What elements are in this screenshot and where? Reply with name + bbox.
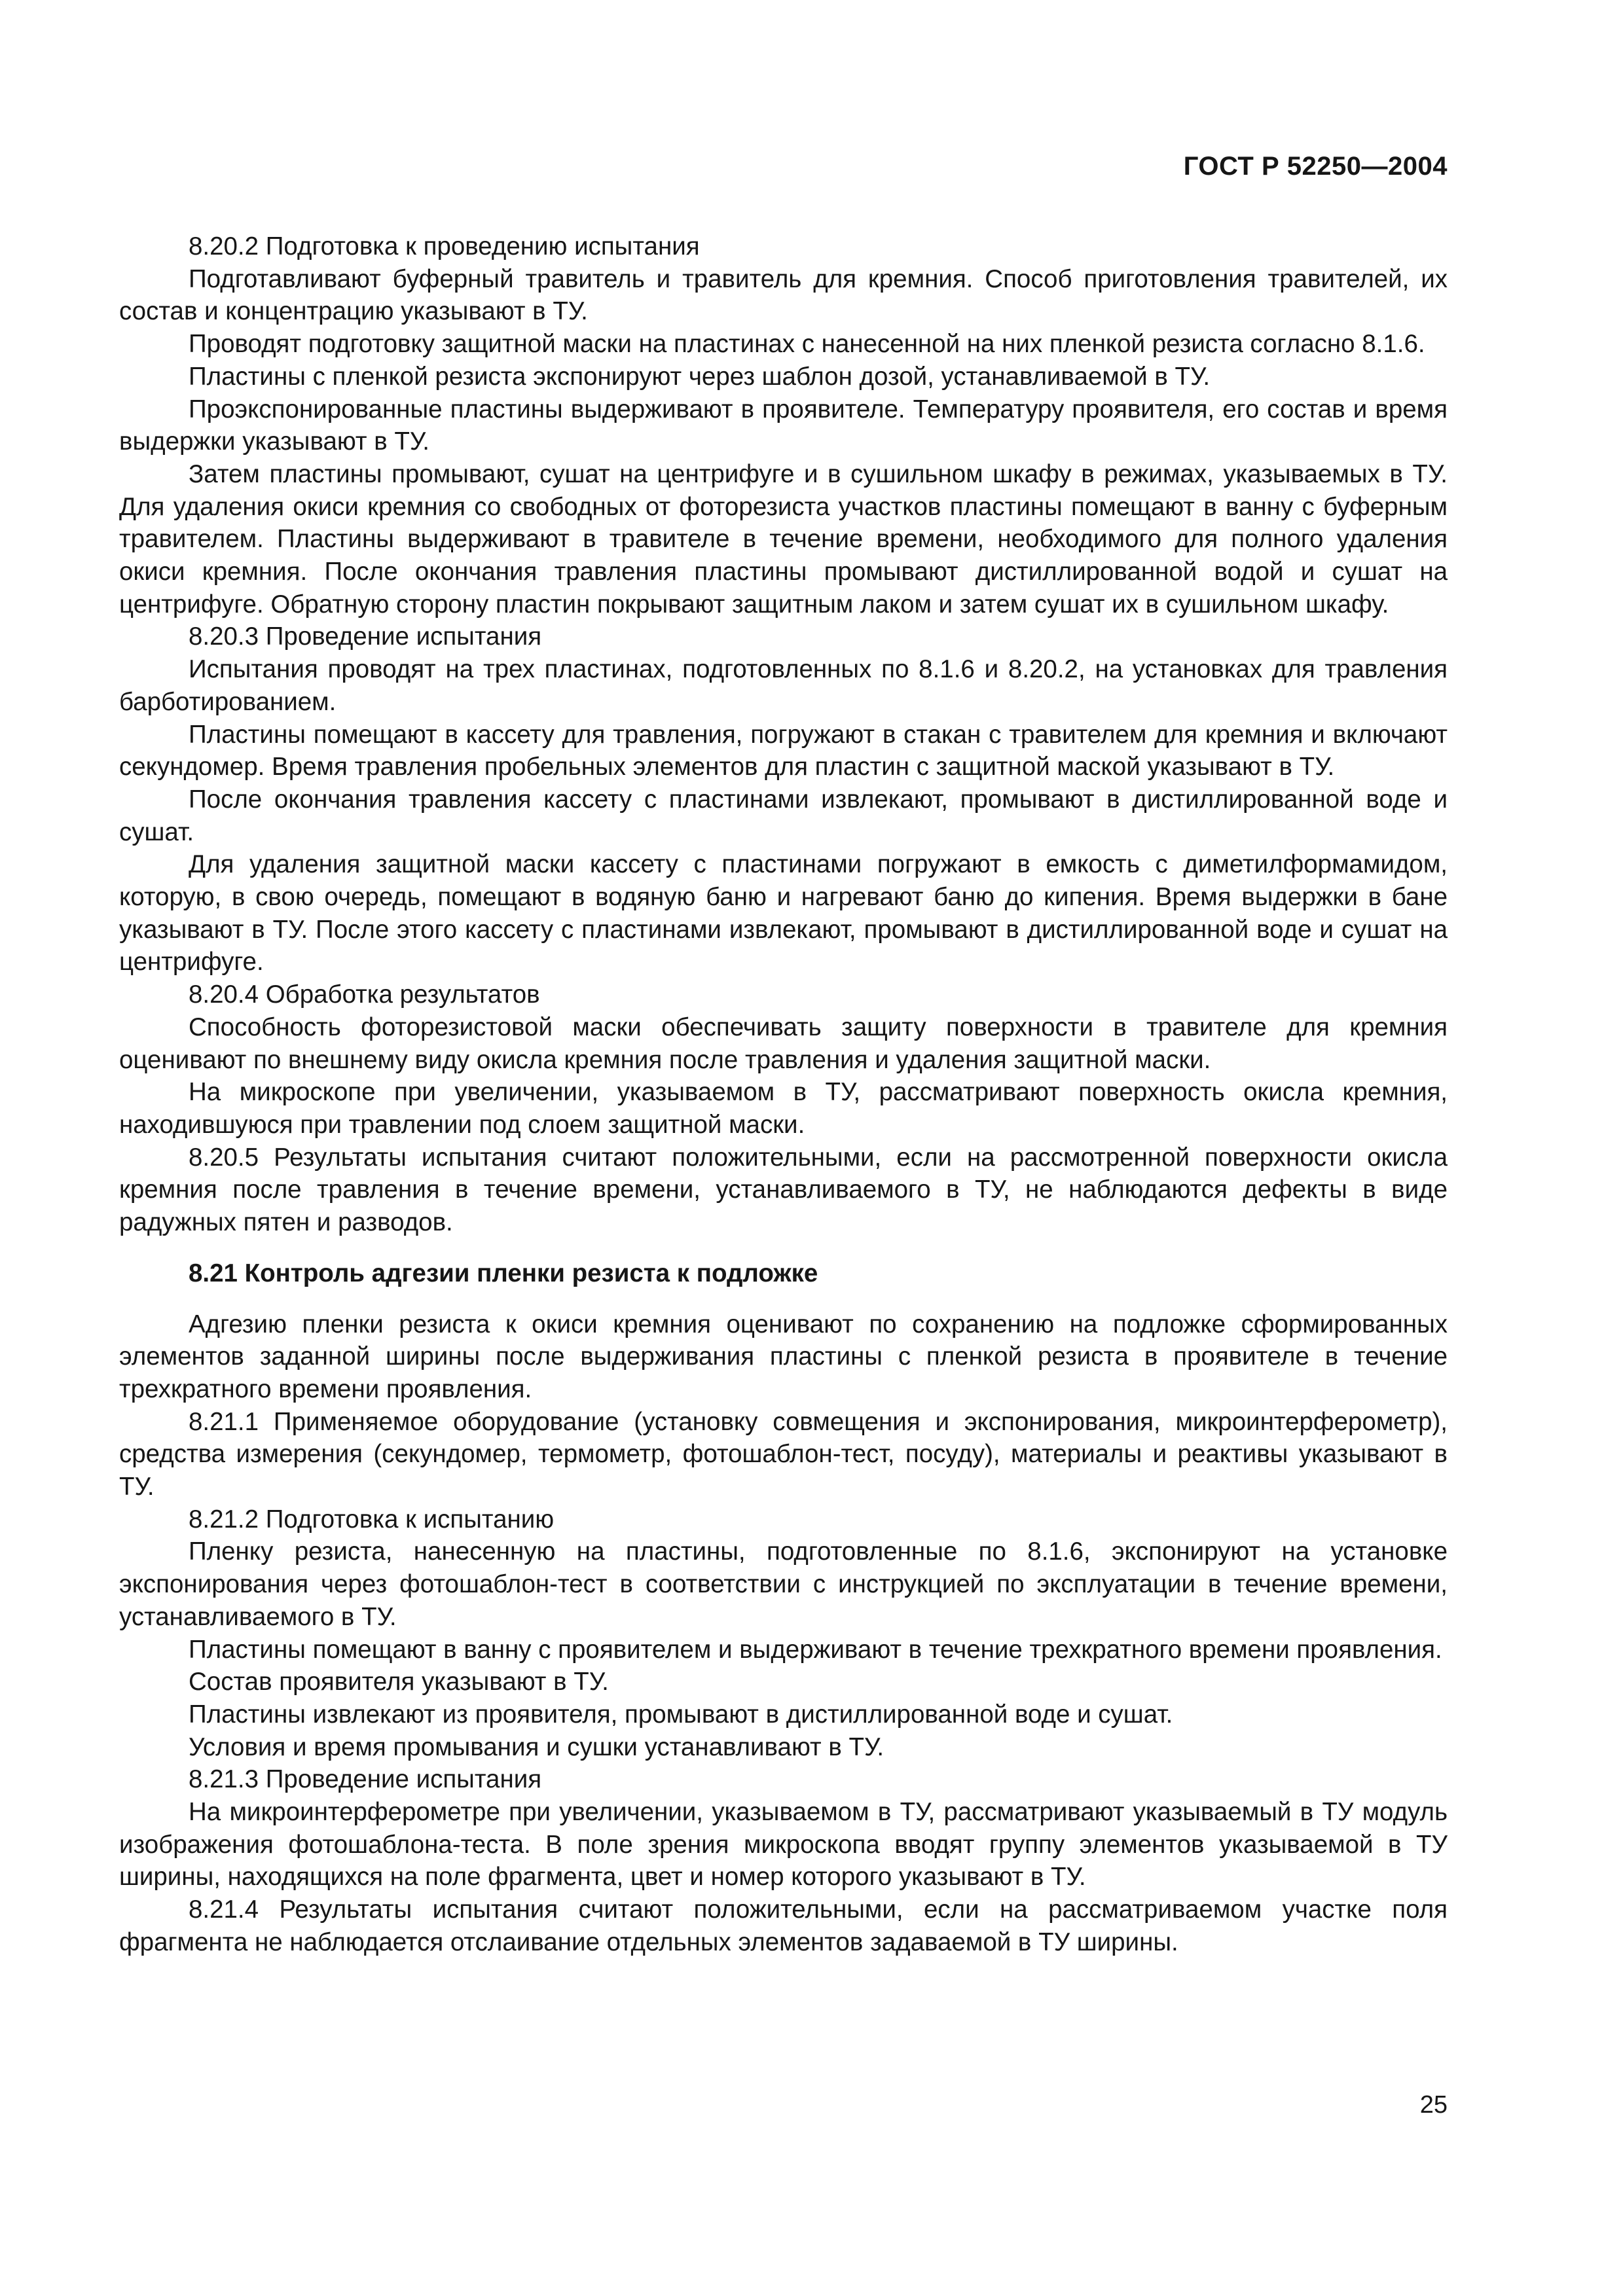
paragraph: Способность фоторезистовой маски обеспечивать защиту поверхности в травителе для кремния оценивают по внешнему виду окисла кремния после травления и удаления защитной маски. [119, 1013, 1448, 1074]
paragraph: 8.21.4 Результаты испытания считают положительными, если на рассматриваемом участке поля фрагмента не наблюдается отслаивание отдельных элементов задаваемой в ТУ ширины. [119, 1895, 1448, 1956]
paragraph: Проводят подготовку защитной маски на пластинах с нанесенной на них пленкой резиста согласно 8.1.6. [189, 330, 1425, 359]
paragraph: Пластины помещают в ванну с проявителем и выдерживают в течение трехкратного времени проявления. [189, 1635, 1442, 1664]
paragraph: 8.20.2 Подготовка к проведению испытания [189, 232, 700, 260]
paragraph: 8.21.1 Применяемое оборудование (установку совмещения и экспонирования, микроинтерферометр), средства измерения (секундомер, термометр, фотошаблон-тест, посуду), материалы и реактивы указывают в ТУ. [119, 1407, 1448, 1501]
paragraph: Проэкспонированные пластины выдерживают в проявителе. Температуру проявителя, его состав и время выдержки указывают в ТУ. [119, 395, 1448, 456]
paragraph: Испытания проводят на трех пластинах, подготовленных по 8.1.6 и 8.20.2, на установках для травления барботированием. [119, 655, 1448, 716]
paragraph: Состав проявителя указывают в ТУ. [189, 1668, 609, 1696]
paragraph: Адгезию пленки резиста к окиси кремния оценивают по сохранению на подложке сформированных элементов заданной ширины после выдерживания пластины с пленкой резиста в проявителе в течение трехкратного времени проявления. [119, 1310, 1448, 1403]
section-heading: 8.21 Контроль адгезии пленки резиста к подложке [189, 1259, 818, 1287]
paragraph: Пластины извлекают из проявителя, промывают в дистиллированной воде и сушат. [189, 1700, 1173, 1729]
paragraph: 8.20.4 Обработка результатов [189, 980, 540, 1009]
paragraph: Условия и время промывания и сушки устанавливают в ТУ. [189, 1732, 884, 1761]
paragraph: Пластины с пленкой резиста экспонируют через шаблон дозой, устанавливаемой в ТУ. [189, 362, 1211, 391]
document-body [119, 230, 1448, 1959]
paragraph: После окончания травления кассету с пластинами извлекают, промывают в дистиллированной воде и сушат. [119, 785, 1448, 846]
paragraph: Затем пластины промывают, сушат на центрифуге и в сушильном шкафу в режимах, указываемых в ТУ. Для удаления окиси кремния со свободных от фоторезиста участков пластины помещают в ванну с буферным травителем. Пластины выдерживают в травителе в течение времени, необходимого для полного удаления окиси кремния. После окончания травления пластины промывают дистиллированной водой и сушат на центрифуге. Обратную сторону пластин покрывают защитным лаком и затем сушат их в сушильном шкафу. [119, 459, 1448, 619]
paragraph: 8.20.5 Результаты испытания считают положительными, если на рассмотренной поверхности окисла кремния после травления в течение времени, устанавливаемого в ТУ, не наблюдаются дефекты в виде радужных пятен и разводов. [119, 1143, 1448, 1237]
paragraph: Пленку резиста, нанесенную на пластины, подготовленные по 8.1.6, экспонируют на установке экспонирования через фотошаблон-тест в соответствии с инструкцией по эксплуатации в течение времени, устанавливаемого в ТУ. [119, 1537, 1448, 1631]
paragraph: На микроинтерферометре при увеличении, указываемом в ТУ, рассматривают указываемый в ТУ модуль изображения фотошаблона-теста. В поле зрения микроскопа вводят группу элементов указываемой в ТУ ширины, находящихся на поле фрагмента, цвет и номер которого указывают в ТУ. [119, 1798, 1448, 1892]
paragraph: Подготавливают буферный травитель и травитель для кремния. Способ приготовления травителей, их состав и концентрацию указывают в ТУ. [119, 264, 1448, 326]
paragraph: 8.21.3 Проведение испытания [189, 1765, 542, 1794]
paragraph: На микроскопе при увеличении, указываемом в ТУ, рассматривают поверхность окисла кремния, находившуюся при травлении под слоем защитной маски. [119, 1078, 1448, 1139]
paragraph: 8.21.2 Подготовка к испытанию [189, 1505, 555, 1534]
paragraph: 8.20.3 Проведение испытания [189, 622, 542, 651]
paragraph: Пластины помещают в кассету для травления, погружают в стакан с травителем для кремния и включают секундомер. Время травления пробельных элементов для пластин с защитной маской указывают в ТУ. [119, 720, 1448, 781]
paragraph: Для удаления защитной маски кассету с пластинами погружают в емкость с диметилформамидом, которую, в свою очередь, помещают в водяную баню и нагревают баню до кипения. Время выдержки в бане указывают в ТУ. После этого кассету с пластинами извлекают, промывают в дистиллированной воде и сушат на центрифуге. [119, 850, 1448, 977]
page-number: 25 [1419, 2091, 1448, 2119]
document-id-header: ГОСТ Р 52250—2004 [1183, 152, 1448, 181]
